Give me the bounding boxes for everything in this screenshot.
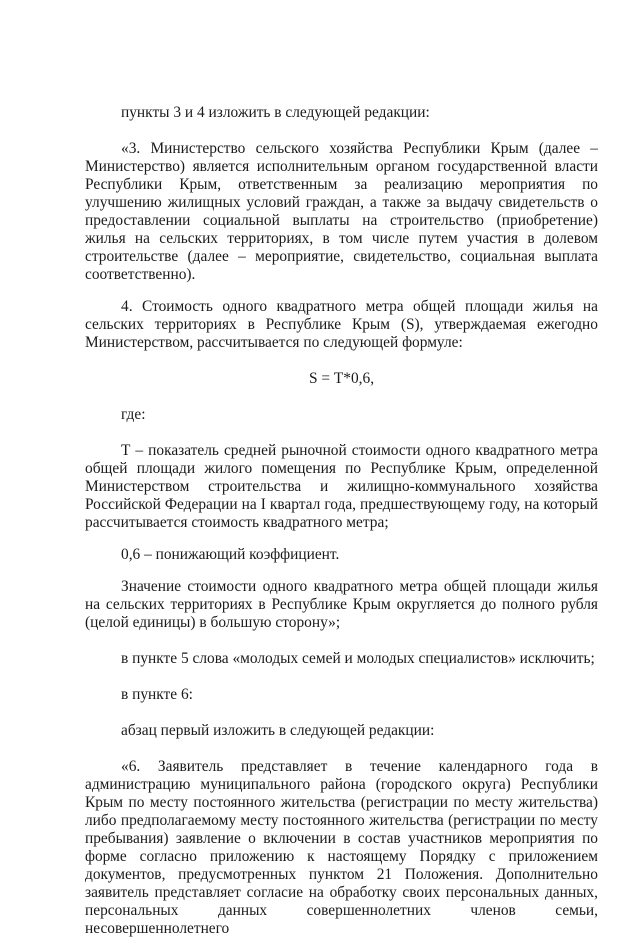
clause-6-text: «6. Заявитель представляет в течение календарного года в администрацию муниципального района (городского округа) Республики Крым по месту постоянного жительства (регистрации по месту жительства) либо предполагаемому месту постоянного жительства (регистрации по месту пребывания) заявление о включении в состав участников мероприятия по форме согласно приложению к настоящему Порядку с приложением документов, предусмотренных пунктом 21 Положения. Дополнительно заявитель представляет согласие на обработку своих персональных данных, персональных данных совершеннолетних членов семьи, несовершеннолетнего: [85, 758, 598, 937]
formula-coefficient-definition: 0,6 – понижающий коэффициент.: [121, 546, 340, 563]
clause-6-intro: в пункте 6:: [121, 686, 193, 703]
clause-5-amendment: в пункте 5 слова «молодых семей и молодых специалистов» исключить;: [121, 650, 595, 667]
formula-t-definition: Т – показатель средней рыночной стоимости одного квадратного метра общей площади жилого помещения по Республике Крым, определенной Министерством строительства и жилищно-коммунального хозяйства Российской Федерации на I квартал года, предшествующему году, на который рассчитывается стоимость квадратного метра;: [85, 442, 598, 531]
rounding-rule-text: Значение стоимости одного квадратного метра общей площади жилья на сельских территориях в Республике Крым округляется до полного рубля (целой единицы) в большую сторону»;: [85, 578, 598, 631]
amendment-intro-p3-p4: пункты 3 и 4 изложить в следующей редакции:: [121, 104, 430, 121]
clause-6-paragraph-intro: абзац первый изложить в следующей редакции:: [121, 722, 435, 739]
clause-3-text: «3. Министерство сельского хозяйства Республики Крым (далее – Министерство) является исполнительным органом государственной власти Республики Крым, ответственным за реализацию мероприятия по улучшению жилищных условий граждан, а также за выдачу свидетельств о предоставлении социальной выплаты на строительство (приобретение) жилья на сельских территориях, в том числе путем участия в долевом строительстве (далее – мероприятие, свидетельство, социальная выплата соответственно).: [85, 140, 598, 283]
cost-formula: S = Т*0,6,: [308, 370, 375, 387]
document-body: [85, 104, 598, 938]
formula-where-label: где:: [121, 406, 146, 423]
clause-4-text: 4. Стоимость одного квадратного метра общей площади жилья на сельских территориях в Республике Крым (S), утверждаемая ежегодно Министерством, рассчитывается по следующей формуле:: [85, 298, 598, 351]
